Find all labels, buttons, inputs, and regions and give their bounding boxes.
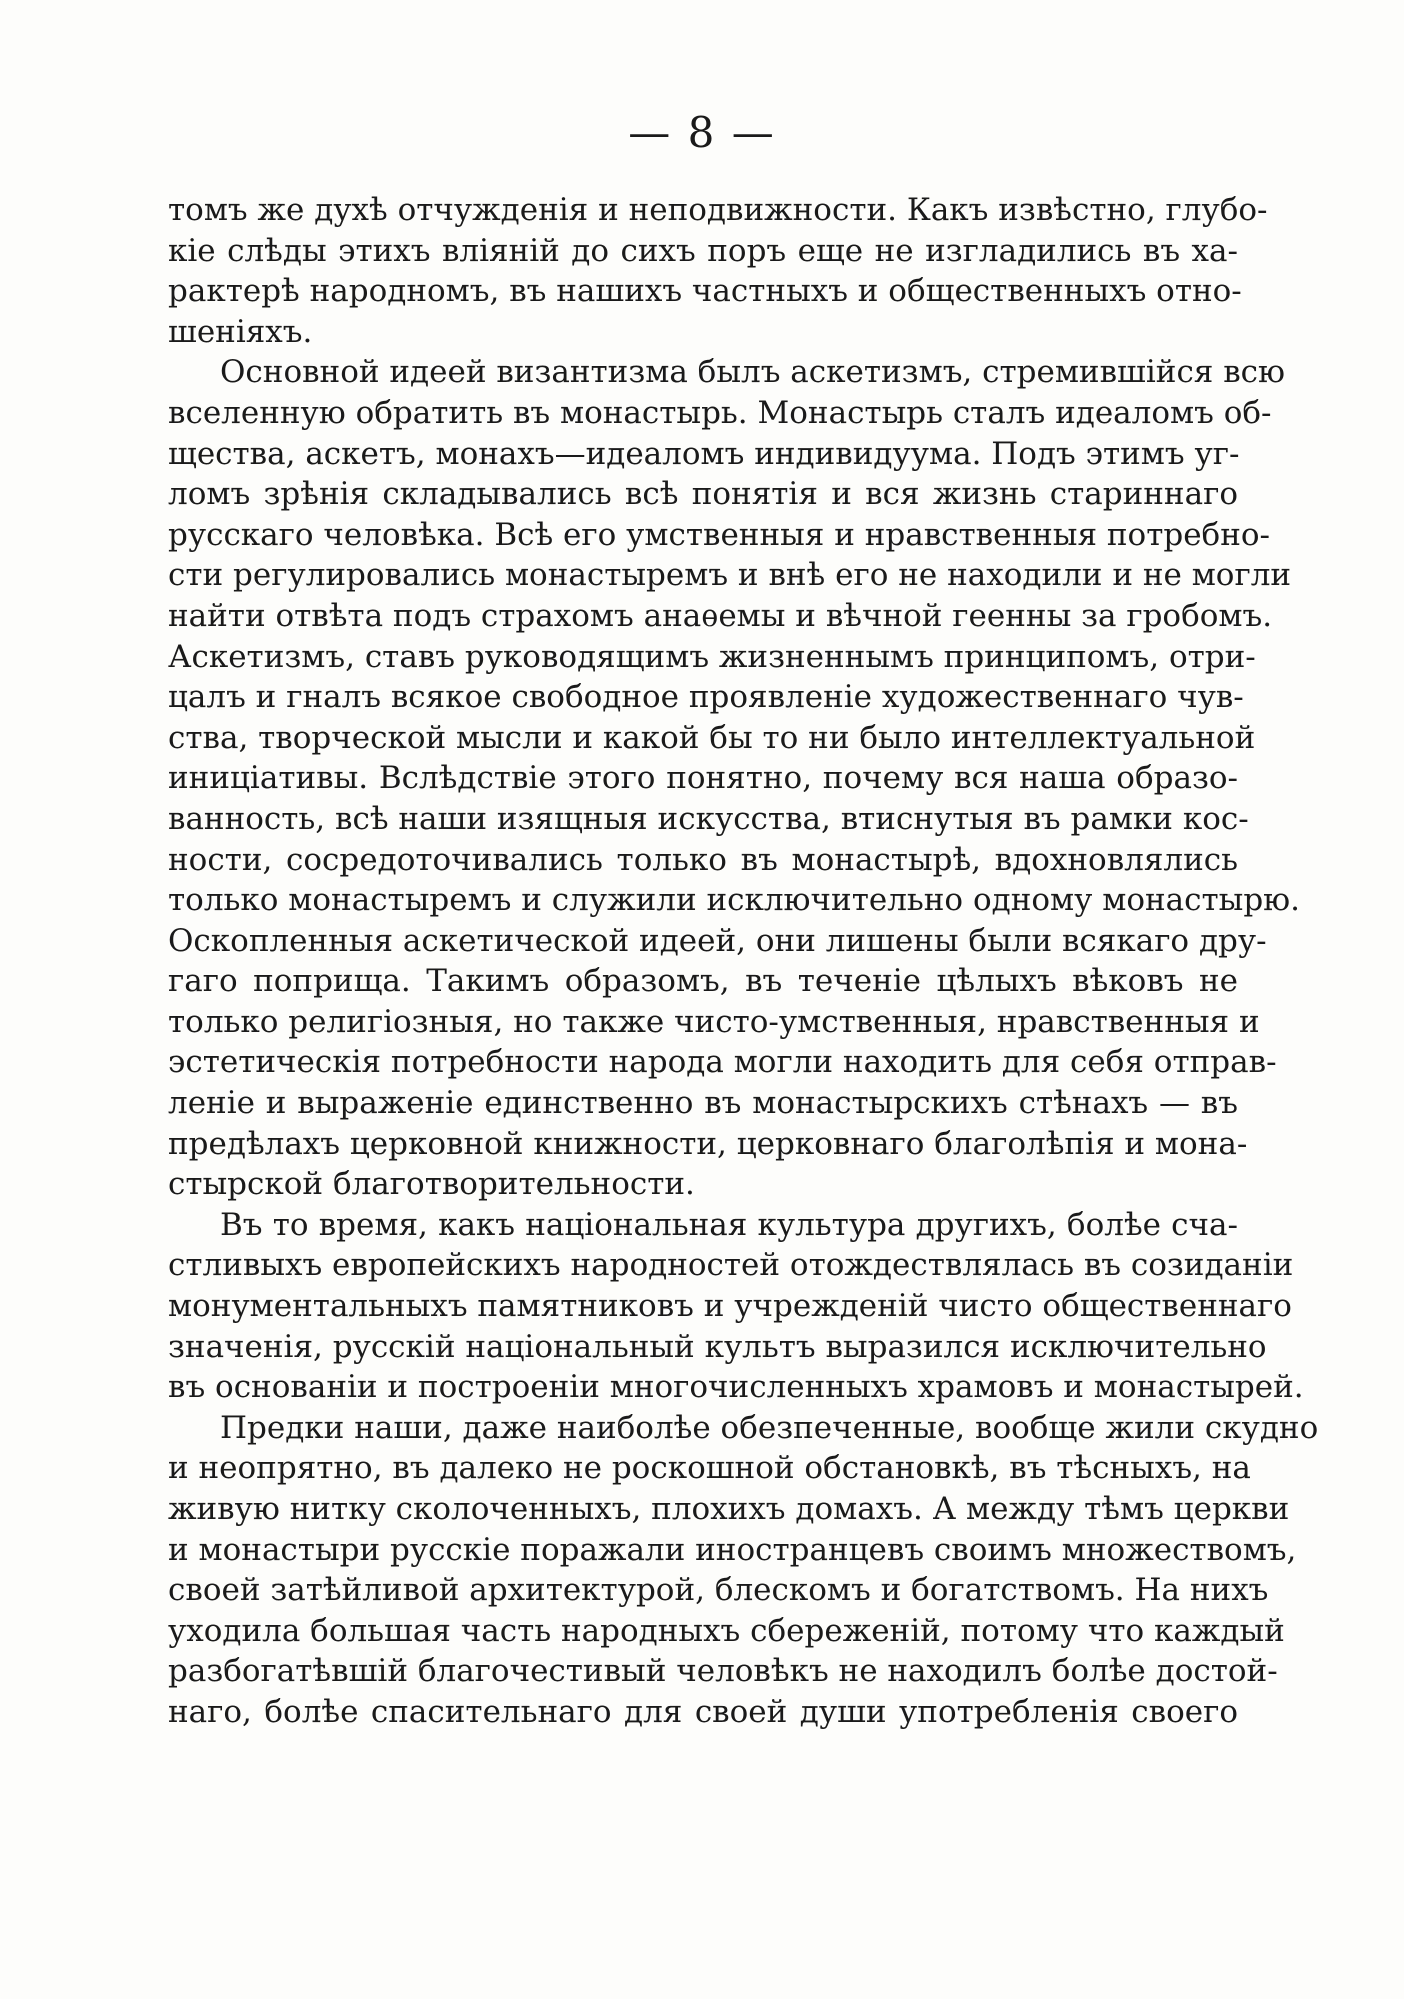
text-line: русскаго человѣка. Всѣ его умственныя и нравственныя потребно- [168,516,1270,553]
text-line: вселенную обратить въ монастырь. Монастырь сталъ идеаломъ об- [168,394,1272,431]
text-line: леніе и выраженіе единственно въ монастырскихъ стѣнахъ — въ [168,1085,1238,1122]
paragraph-3 [168,1205,1304,1408]
text-line: Предки наши, даже наиболѣе обезпеченные, вообще жили скудно [220,1409,1319,1446]
text-line: только религіозныя, но также чисто-умственныя, нравственныя и [168,1003,1260,1040]
text-line: Основной идеей византизма былъ аскетизмъ, стремившійся всю [220,354,1286,391]
text-line: Въ то время, какъ національная культура другихъ, болѣе сча- [220,1206,1238,1243]
text-line: цалъ и гналъ всякое свободное проявленіе художественнаго чув- [168,679,1244,716]
text-line: и монастыри русскіе поражали иностранцевъ своимъ множествомъ, [168,1531,1297,1568]
text-line: шеніяхъ. [168,313,313,350]
paragraph-2 [168,352,1301,1204]
text-line: Оскопленныя аскетической идеей, они лишены были всякаго дру- [168,922,1267,959]
text-line: наго, болѣе спасительнаго для своей души употребленія своего [168,1693,1238,1730]
text-line: Аскетизмъ, ставъ руководящимъ жизненнымъ принципомъ, отри- [168,638,1256,675]
text-line: ности, сосредоточивались только въ монастырѣ, вдохновлялись [168,841,1238,878]
text-line: ломъ зрѣнія складывались всѣ понятія и вся жизнь стариннаго [168,476,1238,513]
page-number: — 8 — [628,108,776,157]
text-line: ства, творческой мысли и какой бы то ни было интеллектуальной [168,719,1256,756]
text-line: уходила большая часть народныхъ сбереженій, потому что каждый [168,1612,1285,1649]
text-line: значенія, русскій національный культъ выразился исключительно [168,1328,1267,1365]
text-line: предѣлахъ церковной книжности, церковнаго благолѣпія и мона- [168,1125,1248,1162]
text-line: щества, аскетъ, монахъ—идеаломъ индивидуума. Подъ этимъ уг- [168,435,1240,472]
text-line: разбогатѣвшій благочестивый человѣкъ не находилъ болѣе достой- [168,1653,1278,1690]
text-line: кіе слѣды этихъ вліяній до сихъ поръ еще не изгладились въ ха- [168,232,1238,269]
text-line: сти регулировались монастыремъ и внѣ его не находили и не могли [168,557,1292,594]
text-line: рактерѣ народномъ, въ нашихъ частныхъ и общественныхъ отно- [168,273,1242,310]
body-text [168,190,1319,1733]
text-line: только монастыремъ и служили исключительно одному монастырю. [168,882,1301,919]
paragraph-4 [168,1408,1319,1733]
text-line: эстетическія потребности народа могли находить для себя отправ- [168,1044,1277,1081]
text-line: иниціативы. Вслѣдствіе этого понятно, почему вся наша образо- [168,760,1238,797]
text-line: своей затѣйливой архитектурой, блескомъ и богатствомъ. На нихъ [168,1572,1269,1609]
text-line: ванность, всѣ наши изящныя искусства, втиснутыя въ рамки кос- [168,800,1249,837]
text-line: стырской благотворительности. [168,1166,695,1203]
text-line: въ основаніи и построеніи многочисленныхъ храмовъ и монастырей. [168,1369,1304,1406]
text-line: и неопрятно, въ далеко не роскошной обстановкѣ, въ тѣсныхъ, на [168,1450,1251,1487]
text-line: томъ же духѣ отчужденія и неподвижности. Какъ извѣстно, глубо- [168,192,1268,228]
text-line: найти отвѣта подъ страхомъ анаѳемы и вѣчной геенны за гробомъ. [168,597,1273,634]
paragraph-1 [168,190,1268,352]
text-line: монументальныхъ памятниковъ и учрежденій чисто общественнаго [168,1288,1292,1325]
text-line: стливыхъ европейскихъ народностей отождествлялась въ созиданіи [168,1247,1294,1284]
text-line: живую нитку сколоченныхъ, плохихъ домахъ. А между тѣмъ церкви [168,1491,1290,1527]
text-line: гаго поприща. Такимъ образомъ, въ теченіе цѣлыхъ вѣковъ не [168,963,1238,1000]
